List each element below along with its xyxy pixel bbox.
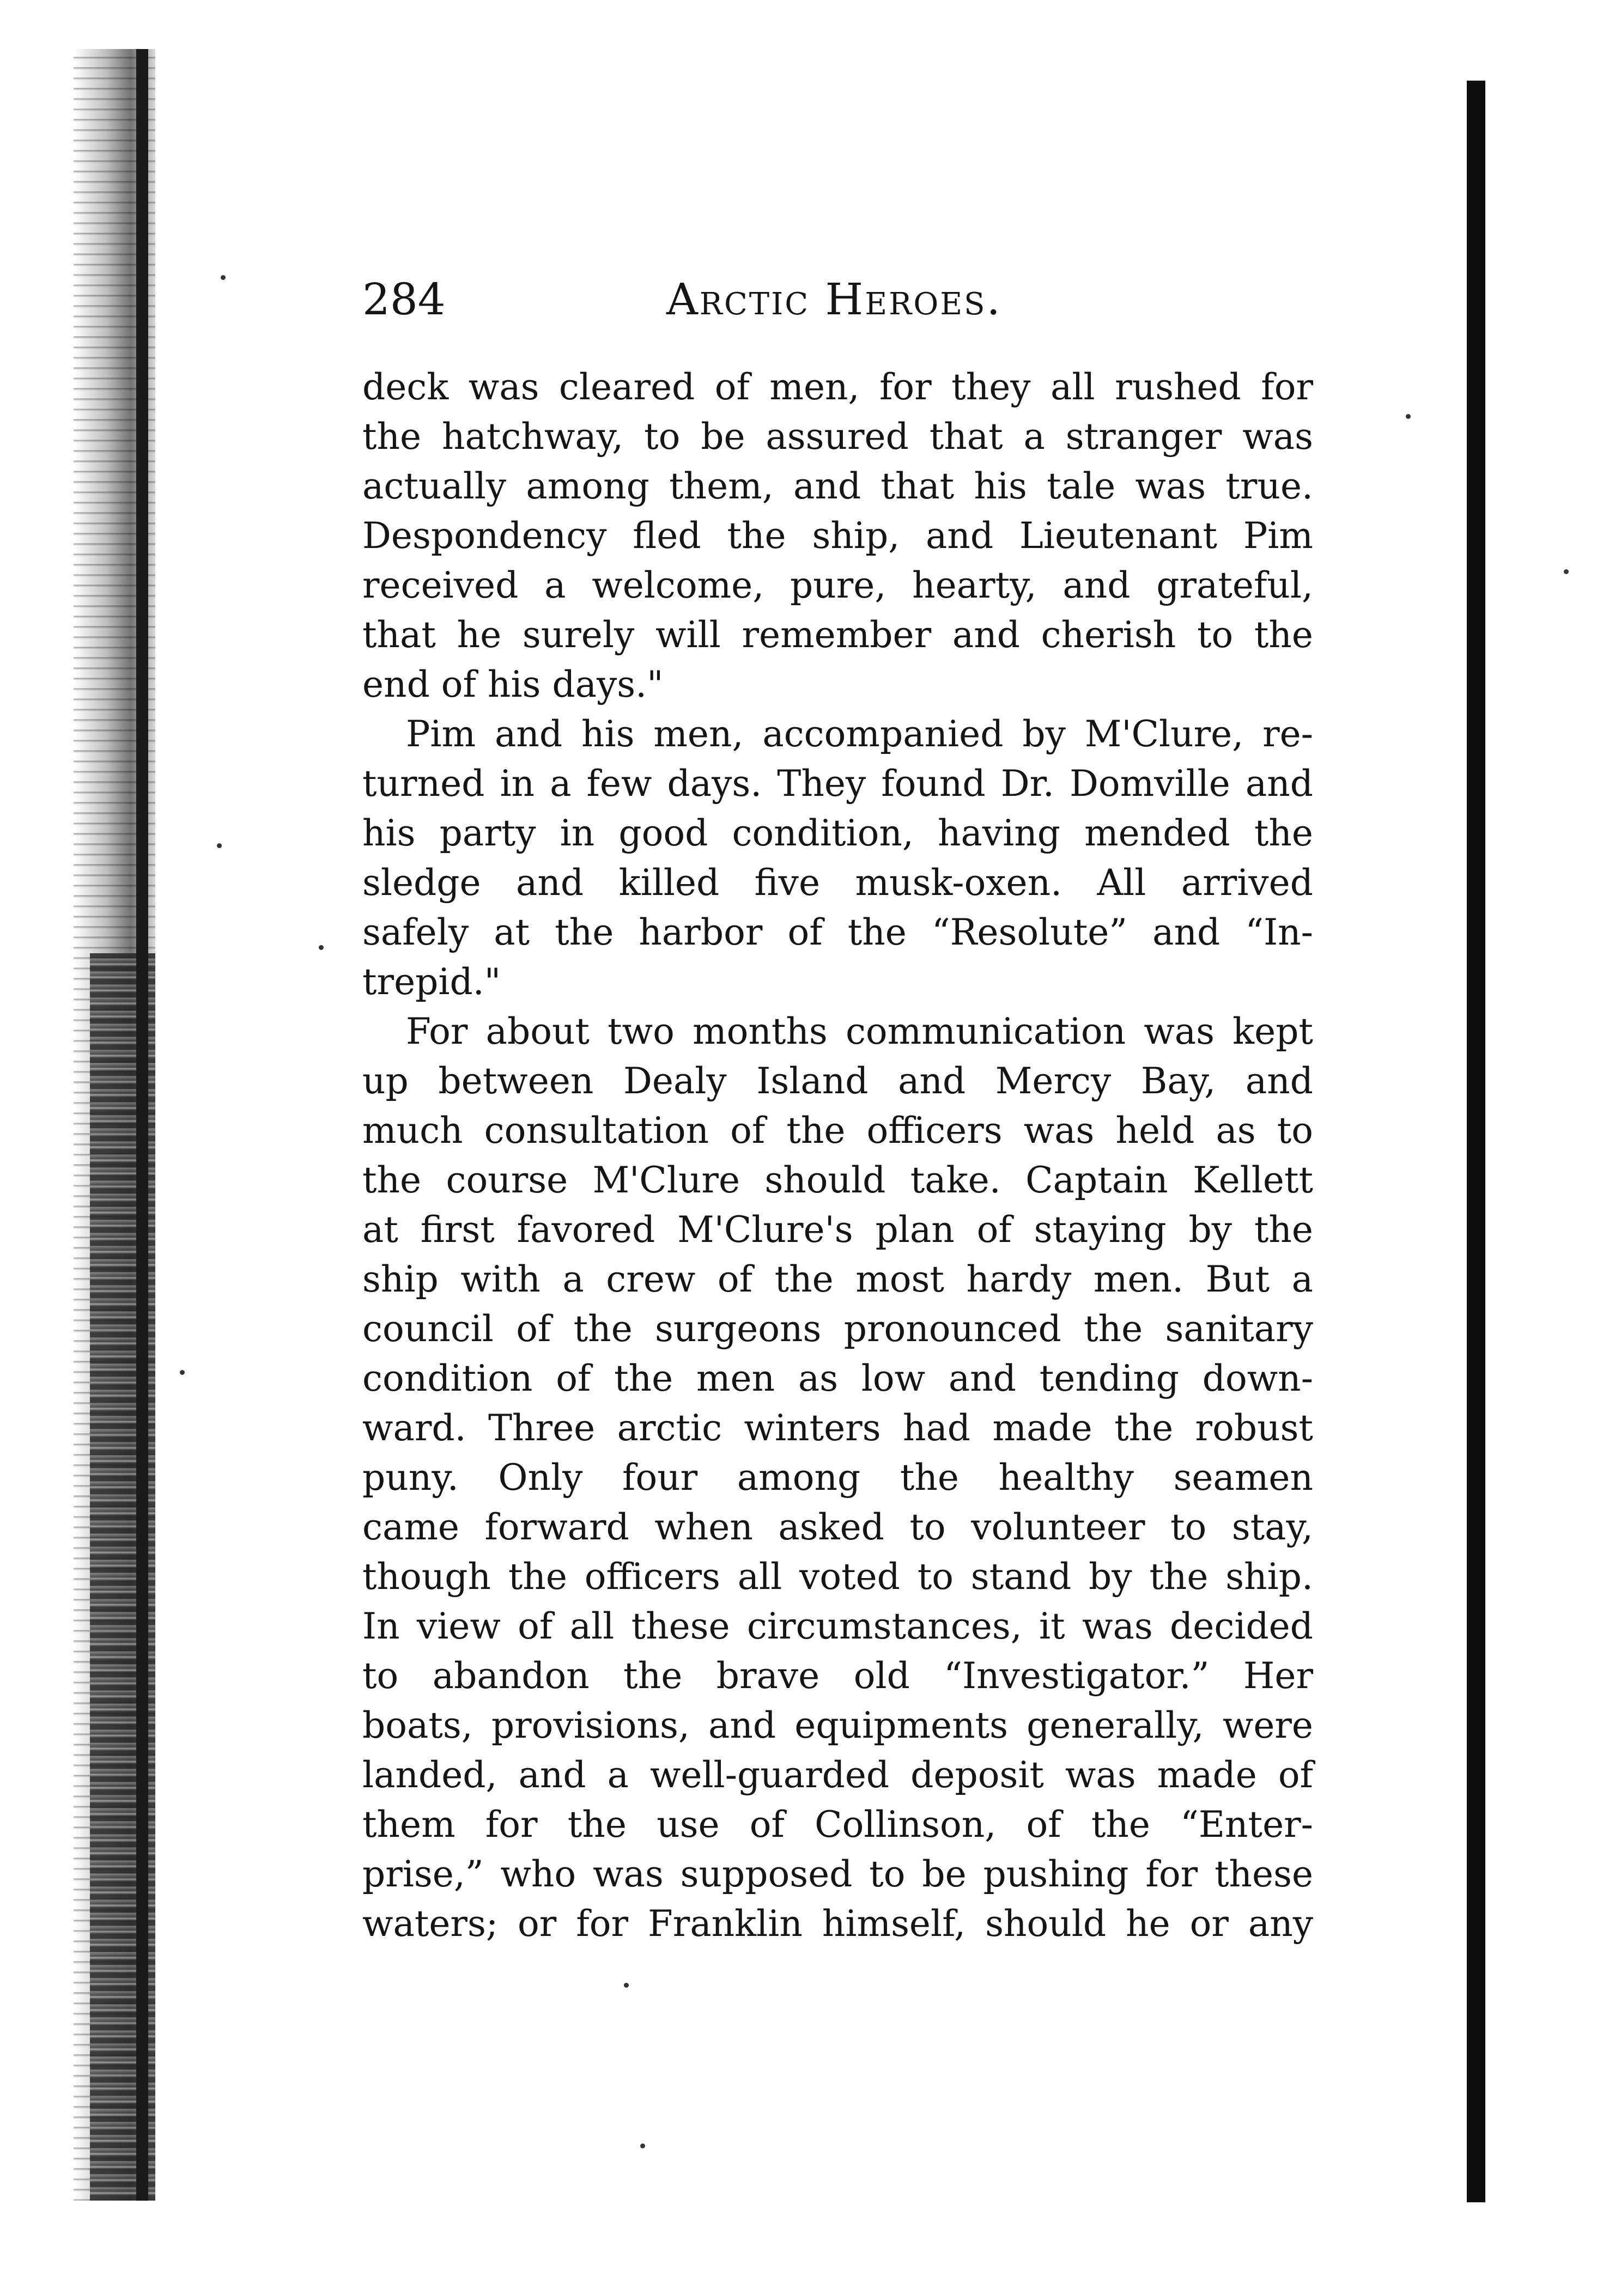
text-line: that he surely will remember and cherish to the xyxy=(362,614,1313,656)
text-line: ward. Three arctic winters had made the robust xyxy=(362,1407,1313,1449)
scan-speck xyxy=(180,1370,185,1375)
text-line: to abandon the brave old “Investigator.” Her xyxy=(362,1655,1313,1697)
text-line: condition of the men as low and tending down- xyxy=(362,1357,1313,1399)
running-title: Arctic Heroes. xyxy=(666,274,1002,325)
scan-speck xyxy=(640,2143,645,2148)
paragraph-first-line: Pim and his men, accompanied by M'Clure, re- xyxy=(406,713,1313,755)
page-number: 284 xyxy=(362,274,446,325)
scan-speck xyxy=(1564,569,1569,574)
text-line: at first favored M'Clure's plan of staying by the xyxy=(362,1209,1313,1251)
text-line: Despondency fled the ship, and Lieutenant Pim xyxy=(362,515,1313,557)
text-line: puny. Only four among the healthy seamen xyxy=(362,1457,1313,1499)
paragraph-first-line: For about two months communication was kept xyxy=(406,1010,1313,1052)
text-line: them for the use of Collinson, of the “Enter- xyxy=(362,1804,1313,1846)
scan-speck xyxy=(624,1983,629,1988)
text-line: deck was cleared of men, for they all rushed for xyxy=(362,366,1313,408)
text-line: In view of all these circumstances, it was decided xyxy=(362,1605,1313,1647)
text-line: though the officers all voted to stand by the ship. xyxy=(362,1556,1313,1598)
text-line: safely at the harbor of the “Resolute” and “In- xyxy=(362,911,1313,953)
text-line: received a welcome, pure, hearty, and grateful, xyxy=(362,564,1313,606)
text-line: boats, provisions, and equipments generally, were xyxy=(362,1704,1313,1746)
text-line: landed, and a well-guarded deposit was made of xyxy=(362,1754,1313,1796)
text-line: much consultation of the officers was held as to xyxy=(362,1110,1313,1152)
text-line: came forward when asked to volunteer to stay, xyxy=(362,1506,1313,1548)
text-line: actually among them, and that his tale was true. xyxy=(362,465,1313,507)
scan-speck xyxy=(221,275,226,280)
text-line: prise,” who was supposed to be pushing for these xyxy=(362,1853,1313,1895)
text-line: waters; or for Franklin himself, should he or any xyxy=(362,1903,1313,1945)
text-line: the course M'Clure should take. Captain Kellett xyxy=(362,1159,1313,1201)
text-line: council of the surgeons pronounced the sanitary xyxy=(362,1308,1313,1350)
scan-speck xyxy=(1406,414,1411,419)
running-head xyxy=(362,270,1316,330)
scan-speck xyxy=(319,945,324,950)
text-line: the hatchway, to be assured that a stranger was xyxy=(362,416,1313,458)
body-text xyxy=(362,362,1313,1948)
right-margin-rule xyxy=(1467,81,1485,2202)
left-margin-rule xyxy=(136,49,148,2201)
text-line: sledge and killed five musk-oxen. All arrived xyxy=(362,862,1313,904)
scan-speck xyxy=(217,843,222,848)
text-line: ship with a crew of the most hardy men. But a xyxy=(362,1258,1313,1300)
text-line: up between Dealy Island and Mercy Bay, and xyxy=(362,1060,1313,1102)
text-line: his party in good condition, having mended the xyxy=(362,812,1313,854)
text-line: trepid." xyxy=(362,961,501,1003)
text-line: turned in a few days. They found Dr. Domville and xyxy=(362,763,1313,805)
text-line: end of his days." xyxy=(362,663,664,705)
